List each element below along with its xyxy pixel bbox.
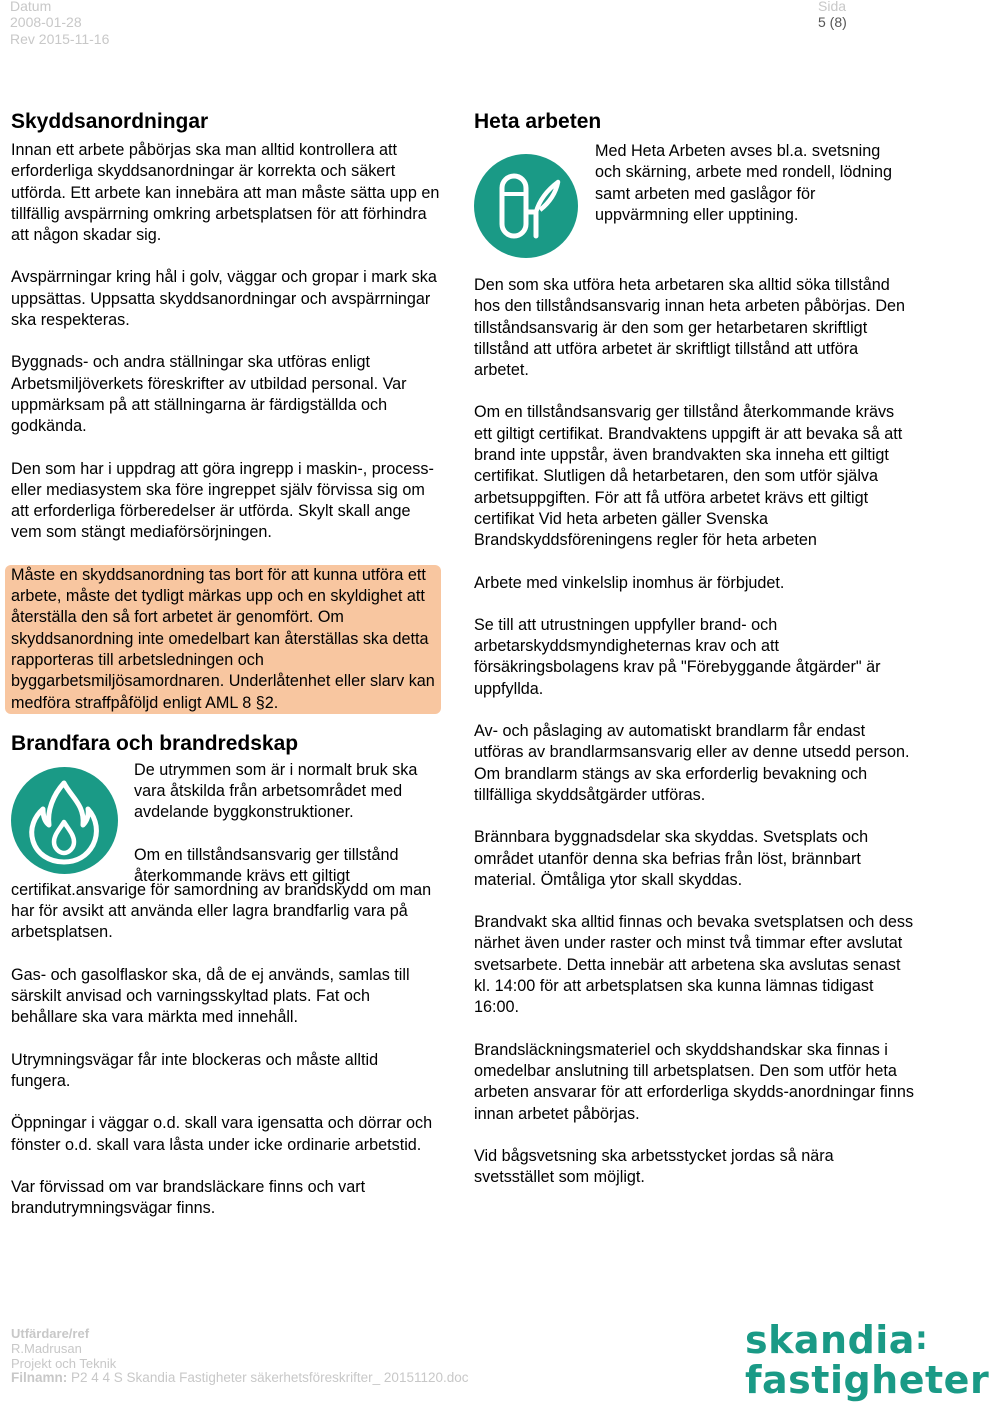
issuer-label: Utfärdare/ref <box>11 1326 90 1341</box>
logo-line-1: skandia <box>745 1318 915 1362</box>
flame-icon <box>11 767 118 874</box>
page-number: 5 (8) <box>818 14 847 30</box>
logo-colon: : <box>914 1319 929 1357</box>
paragraph: Se till att utrustningen uppfyller brand- och arbetarskyddsmyndigheternas krav och att försäkringsbolagens krav på "Förebyggande åtgärder" är uppfyllda. <box>474 615 881 698</box>
hot-work-intro <box>474 141 914 267</box>
paragraph: Avspärrningar kring hål i golv, väggar och gropar i mark ska uppsättas. Uppsatta skyddsanordningar och avspärrningar ska respekteras. <box>11 268 437 330</box>
left-column <box>11 108 441 1240</box>
heading-brandfara: Brandfara och brandredskap <box>11 731 299 755</box>
paragraph: Gas- och gasolflaskor ska, då de ej används, samlas till särskilt anvisad och varningsskyltad plats. Fat och behållare ska vara märkta med innehåll. <box>11 965 410 1027</box>
paragraph: Vid bågsvetsning ska arbetsstycket jordas så nära svetsstället som möjligt. <box>474 1146 834 1187</box>
right-column <box>474 108 914 1209</box>
heading-heta-arbeten: Heta arbeten <box>474 110 602 133</box>
filename <box>11 1370 469 1385</box>
revision-date: Rev 2015-11-16 <box>10 31 110 47</box>
paragraph: Brandvakt ska alltid finnas och bevaka svetsplatsen och dess närhet även under raster och minst två timmar efter avslutat svetsarbete. Detta innebär att arbetena ska avslutas senast kl. 14:00 för att arbetsplatsen ska kunna lämnas tidigast 16:00. <box>474 913 914 1017</box>
filename-value: P2 4 4 S Skandia Fastigheter säkerhetsföreskrifter_ 20151120.doc <box>71 1370 469 1385</box>
paragraph: Om en tillståndsansvarig ger tillstånd återkommande krävs ett giltigt certifikat. Brandvaktens uppgift är att bevaka så att brand inte uppstår, även brandvakten ska inneha ett giltigt certifikat. Slutligen då hetarbetaren, den som utför själva arbetsuppgiften. För att få utföra arbetet krävs ett giltigt certifikat Vid heta arbeten gäller Svenska Brandskyddsföreningens regler för heta arbeten <box>474 403 903 550</box>
fire-section <box>11 760 441 886</box>
page-label: Sida <box>818 0 847 14</box>
logo-line-2: fastigheter <box>745 1358 989 1402</box>
heading-skyddsanordningar: Skyddsanordningar <box>11 110 209 133</box>
filename-label: Filnamn: <box>11 1370 68 1385</box>
paragraph: Var förvissad om var brandsläckare finns och vart brandutrymningsvägar finns. <box>11 1177 366 1218</box>
skandia-logo <box>745 1318 989 1400</box>
fire-text-2: Om en tillståndsansvarig ger tillstånd återkommande krävs ett giltigt <box>134 845 399 886</box>
date-label: Datum <box>10 0 52 14</box>
paragraph: Brännbara byggnadsdelar ska skyddas. Svetsplats och området utanför denna ska befrias från löst, brännbart material. Ömtåliga ytor skall skyddas. <box>474 828 869 889</box>
paragraph: Innan ett arbete påbörjas ska man alltid kontrollera att erforderliga skyddsanordningar är korrekta och säkert utförda. Ett arbete kan innebära att man måste sätta upp en tillfällig avspärrning omkring arbetsplatsen för att förhindra att någon skadar sig. <box>11 141 440 245</box>
paragraph: certifikat.ansvarige för samordning av brandskydd om man har för avsikt att använda eller lagra brandfarlig vara på arbetsplatsen. <box>11 880 432 942</box>
paragraph: Den som ska utföra heta arbetaren ska alltid söka tillstånd hos den tillståndsansvarig innan heta arbeten påbörjas. Den tillståndsansvarig är den som ger hetarbetaren skriftligt tillstånd att utföra arbetet är skriftligt tillstånd att utföra arbetet. <box>474 276 906 380</box>
issuer-department: Projekt och Teknik <box>11 1356 117 1371</box>
welding-torch-icon <box>474 154 578 258</box>
paragraph: Arbete med vinkelslip inomhus är förbjudet. <box>474 573 785 592</box>
issuer-name: R.Madrusan <box>11 1341 82 1356</box>
paragraph: Av- och påslaging av automatiskt brandlarm får endast utföras av brandlarmsansvarig eller av denne utsedd person. Om brandlarm stängs av ska erforderlig bevakning och tillfälliga skyddsåtgärder utföras. <box>474 722 910 804</box>
hot-work-intro-text: Med Heta Arbeten avses bl.a. svetsning och skärning, arbete med rondell, lödning samt arbeten med gaslågor för uppvärmning eller upptining. <box>595 142 892 224</box>
paragraph: Byggnads- och andra ställningar ska utföras enligt Arbetsmiljöverkets föreskrifter av utbildad personal. Var uppmärksam på att ställningarna är färdigställda och godkända. <box>11 353 407 436</box>
paragraph: Öppningar i väggar o.d. skall vara igensatta och dörrar och fönster o.d. skall vara låsta under icke ordinarie arbetstid. <box>11 1114 433 1154</box>
paragraph: Brandsläckningsmateriel och skyddshandskar ska finnas i omedelbar anslutning till arbetsplatsen. Den som utför heta arbeten ansvarar för att erforderliga skydds-anordningar finns innan arbetet påbörjas. <box>474 1040 914 1123</box>
date-value: 2008-01-28 <box>10 14 82 30</box>
warning-box: Måste en skyddsanordning tas bort för att kunna utföra ett arbete, måste det tydligt märkas upp och en skyldighet att återställa den så fort arbetet är genomfört. Om skyddsanordning inte omedelbart kan återställas ska detta rapporteras till arbetsledningen och byggarbetsmiljösamordnaren. Underlåtenhet eller slarv kan medföra straffpåföljd enligt AML 8 §2. <box>5 565 441 714</box>
paragraph: Utrymningsvägar får inte blockeras och måste alltid fungera. <box>11 1050 379 1090</box>
paragraph: Den som har i uppdrag att göra ingrepp i maskin-, process- eller mediasystem ska före ingreppet själv förvissa sig om att erforderliga förberedelser är utförda. Skylt skall ange vem som stängt mediaförsörjningen. <box>11 459 434 542</box>
fire-text: De utrymmen som är i normalt bruk ska vara åtskilda från arbetsområdet med avdelande byggkonstruktioner. <box>134 760 418 822</box>
